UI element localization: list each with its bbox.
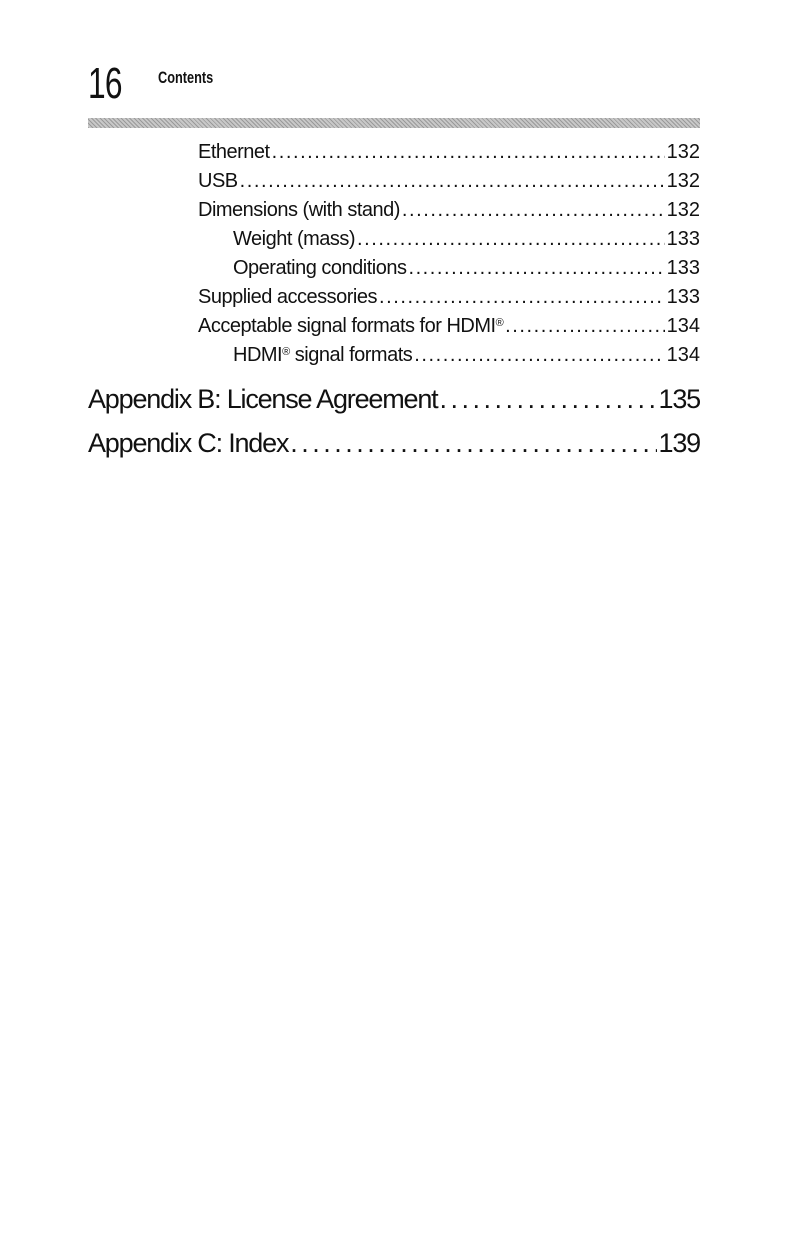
toc-entry-title: Ethernet [198, 141, 270, 163]
toc-entry-usb[interactable] [198, 170, 700, 198]
toc-leader [402, 199, 665, 222]
toc-leader [240, 170, 665, 193]
toc-leader [272, 141, 665, 164]
running-head: Contents [158, 68, 214, 87]
toc-entry-ethernet[interactable] [198, 141, 700, 169]
toc-entry-page: 132 [666, 199, 700, 221]
toc-entry-title: Acceptable signal formats for HDMI® [198, 315, 504, 337]
toc-entry-title: Dimensions (with stand) [198, 199, 400, 221]
toc-entry-title: Operating conditions [233, 257, 407, 279]
toc-entry-page: 132 [666, 170, 700, 192]
toc-entry-title: Appendix B: License Agreement [88, 384, 438, 414]
toc-leader [414, 344, 664, 367]
toc-entry-appendix-b[interactable] [88, 384, 700, 420]
toc-entry-appendix-c[interactable] [88, 428, 700, 464]
toc-entry-title: USB [198, 170, 238, 192]
toc-entry-acceptable-signal-formats[interactable] [198, 315, 700, 343]
toc-entry-weight[interactable] [233, 228, 700, 256]
toc-entry-page: 139 [658, 428, 700, 458]
toc-entry-page: 134 [666, 315, 700, 337]
toc-entry-supplied-accessories[interactable] [198, 286, 700, 314]
toc-leader [505, 315, 664, 338]
toc-entry-hdmi-signal-formats[interactable] [233, 344, 700, 372]
toc-entry-title: Appendix C: Index [88, 428, 289, 458]
toc-leader [439, 384, 656, 415]
toc-entry-title: Weight (mass) [233, 228, 356, 250]
toc-entry-operating-conditions[interactable] [233, 257, 700, 285]
toc-entry-title: HDMI® signal formats [233, 344, 413, 366]
toc-entry-dimensions[interactable] [198, 199, 700, 227]
toc-leader [290, 428, 656, 459]
toc-entry-title: Supplied accessories [198, 286, 377, 308]
toc-leader [357, 228, 665, 251]
toc-entry-page: 135 [658, 384, 700, 414]
toc-entry-page: 133 [666, 228, 700, 250]
toc-entry-page: 132 [666, 141, 700, 163]
toc-leader [379, 286, 665, 309]
header-rule [88, 118, 700, 128]
toc-entry-page: 133 [666, 257, 700, 279]
page-number: 16 [88, 59, 122, 108]
toc-entry-page: 134 [666, 344, 700, 366]
toc-entry-page: 133 [666, 286, 700, 308]
toc-leader [408, 257, 664, 280]
